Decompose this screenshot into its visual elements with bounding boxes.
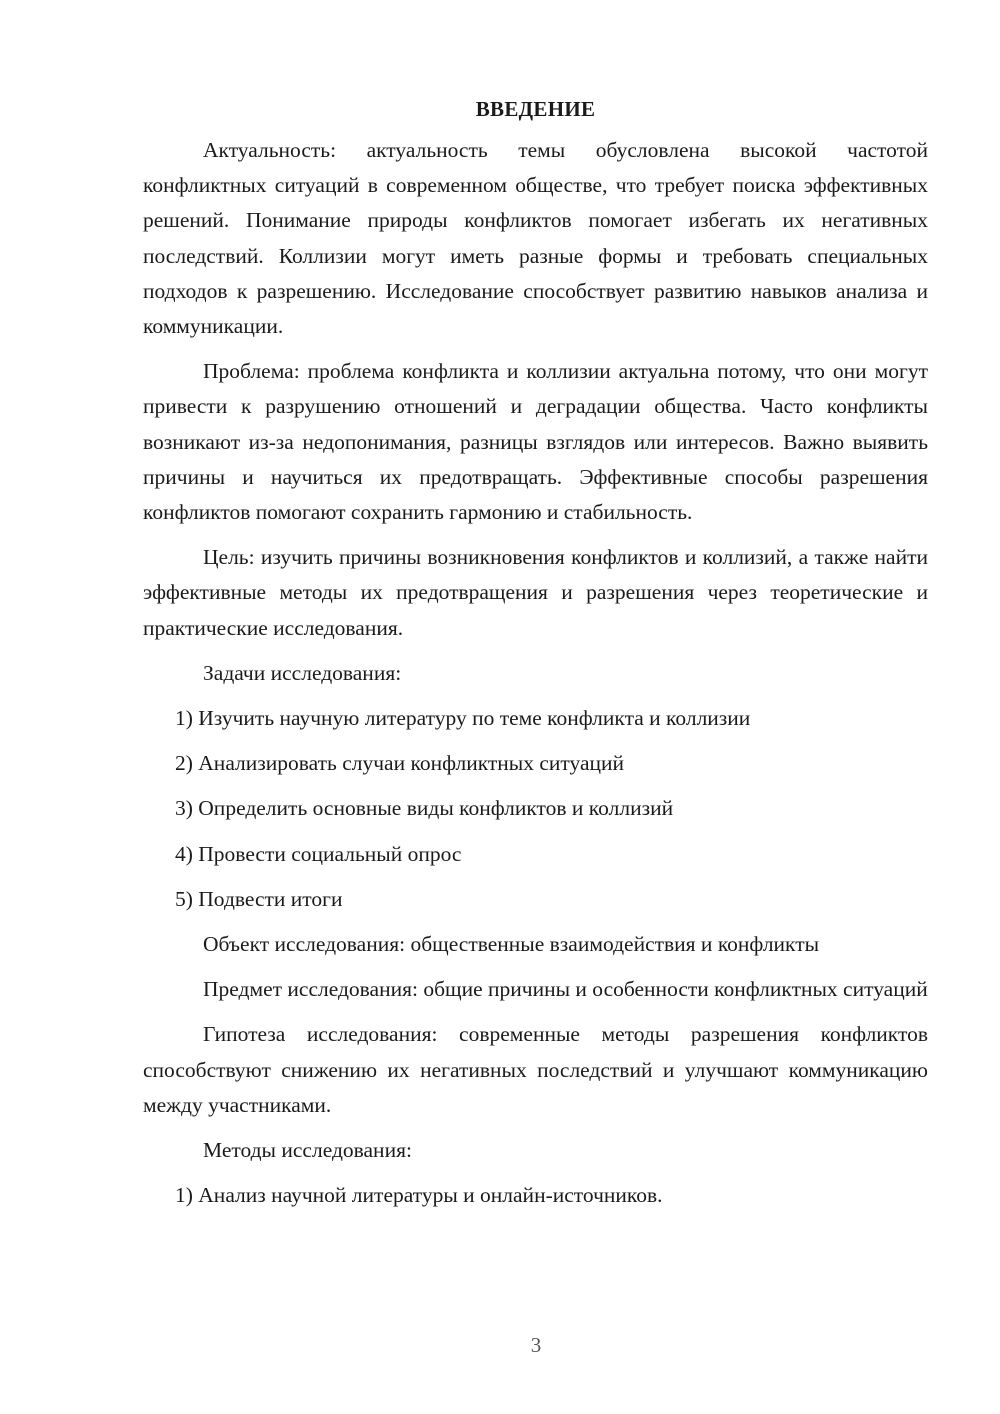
tasks-heading: Задачи исследования: <box>203 660 402 685</box>
page-number: 3 <box>530 1333 542 1357</box>
paragraph-hypothesis: Гипотеза исследования: современные методы разрешения конфликтов способствуют снижению их негативных последствий и улучшают коммуникацию между участниками. <box>143 1022 928 1117</box>
methods-heading: Методы исследования: <box>203 1138 412 1163</box>
paragraph-subject: Предмет исследования: общие причины и особенности конфликтных ситуаций <box>203 977 928 1002</box>
paragraph-problem: Проблема: проблема конфликта и коллизии актуальна потому, что они могут привести к разрушению отношений и деградации общества. Часто конфликты возникают из-за недопонимания, разницы взглядов или интересов. Важно выявить причины и научиться их предотвращать. Эффективные способы разрешения конфликтов помогают сохранить гармонию и стабильность. <box>143 359 928 525</box>
task-item-3: 3) Определить основные виды конфликтов и коллизий <box>175 796 674 821</box>
paragraph-object: Объект исследования: общественные взаимодействия и конфликты <box>203 932 820 957</box>
task-item-1: 1) Изучить научную литературу по теме конфликта и коллизии <box>175 706 751 731</box>
task-item-4: 4) Провести социальный опрос <box>175 841 462 866</box>
task-item-5: 5) Подвести итоги <box>175 886 343 911</box>
method-item-1: 1) Анализ научной литературы и онлайн-источников. <box>175 1183 663 1208</box>
paragraph-goal: Цель: изучить причины возникновения конфликтов и коллизий, а также найти эффективные методы их предотвращения и разрешения через теоретические и практические исследования. <box>143 545 928 640</box>
task-item-2: 2) Анализировать случаи конфликтных ситуаций <box>175 751 625 776</box>
paragraph-relevance: Актуальность: актуальность темы обусловлена высокой частотой конфликтных ситуаций в современном обществе, что требует поиска эффективных решений. Понимание природы конфликтов помогает избегать их негативных последствий. Коллизии могут иметь разные формы и требовать специальных подходов к разрешению. Исследование способствует развитию навыков анализа и коммуникации. <box>143 138 928 339</box>
document-page <box>143 92 928 1213</box>
section-title: ВВЕДЕНИЕ <box>475 97 596 121</box>
